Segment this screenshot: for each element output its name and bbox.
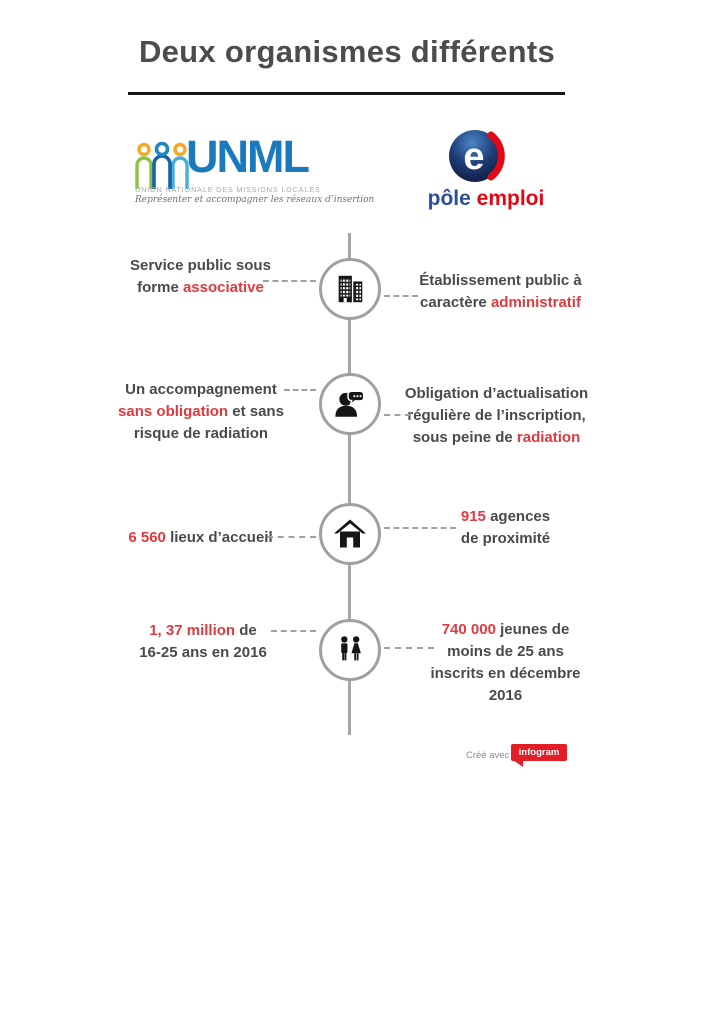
text-segment: sous peine de <box>412 429 517 446</box>
label-line <box>423 619 588 641</box>
connector-dash <box>284 389 316 391</box>
unml-subtitle: UNION NATIONALE DES MISSIONS LOCALES <box>135 185 321 194</box>
svg-text:e: e <box>463 136 485 178</box>
label-line <box>116 401 286 423</box>
text-segment-highlight: associative <box>182 279 264 296</box>
label-line <box>118 527 283 549</box>
text-segment: forme <box>137 279 183 296</box>
text-segment-highlight: 915 <box>460 508 486 525</box>
unml-tagline: Représenter et accompagner les réseaux d’insertion <box>135 195 375 205</box>
text-segment-highlight: 740 000 <box>441 621 496 638</box>
text-segment: emploi <box>476 187 545 210</box>
label-line <box>413 270 588 292</box>
connector-dash <box>267 536 316 538</box>
text-segment: caractère <box>420 294 491 311</box>
credit-text: Créé avec <box>466 750 510 761</box>
unml-point-locations <box>118 527 283 549</box>
pole-emploi-point-youth <box>423 619 588 707</box>
text-segment: Obligation d’actualisation <box>404 385 589 402</box>
label-line <box>423 663 588 685</box>
text-segment: de proximité <box>460 530 551 547</box>
text-segment: 16-25 ans en 2016 <box>139 644 267 661</box>
text-segment-highlight: radiation <box>516 429 581 446</box>
text-segment: inscrits en décembre <box>430 665 581 682</box>
label-line <box>116 423 286 445</box>
text-segment: pôle <box>427 187 471 210</box>
connector-dash <box>271 630 316 632</box>
label-line <box>423 685 588 707</box>
label-line <box>118 255 283 277</box>
text-segment: risque de radiation <box>133 425 269 442</box>
page-title: Deux organismes différents <box>138 34 556 69</box>
house-icon <box>332 516 368 552</box>
label-line <box>116 379 286 401</box>
connector-dash <box>384 295 418 297</box>
text-segment-highlight: 1, 37 million <box>149 622 236 639</box>
unml-logo <box>134 131 375 213</box>
text-segment: Service public sous <box>130 257 271 274</box>
unml-point-accompaniment <box>116 379 286 445</box>
text-segment: moins de 25 ans <box>447 643 564 660</box>
timeline-node-locations <box>319 503 381 565</box>
unml-people-icon <box>134 141 190 189</box>
connector-dash <box>263 280 316 282</box>
pole-emploi-point-establishment <box>413 270 588 314</box>
text-segment-highlight: sans obligation <box>118 403 229 420</box>
unml-acronym: UNML <box>186 131 308 182</box>
label-line <box>123 620 283 642</box>
text-segment-highlight: 6 560 <box>128 529 166 546</box>
timeline-node-accompaniment <box>319 373 381 435</box>
text-segment: Établissement public à <box>419 272 582 289</box>
timeline-node-establishment <box>319 258 381 320</box>
text-segment: et sans <box>228 403 284 420</box>
text-segment: agences <box>485 508 551 525</box>
connector-dash <box>384 527 456 529</box>
label-line <box>428 528 583 550</box>
title-underline <box>128 92 565 95</box>
pole-emploi-point-obligation <box>403 383 590 449</box>
pole-emploi-sphere-icon <box>448 127 508 185</box>
text-segment: lieux d’accueil <box>165 529 273 546</box>
text-segment-highlight: administratif <box>490 294 581 311</box>
label-line <box>413 292 588 314</box>
label-line <box>403 405 590 427</box>
label-line <box>118 277 283 299</box>
counselor-chat-icon <box>333 387 367 421</box>
text-segment: Un accompagnement <box>125 381 277 398</box>
label-line <box>428 506 583 528</box>
text-segment: jeunes de <box>495 621 570 638</box>
connector-dash <box>384 647 434 649</box>
buildings-icon <box>333 272 367 306</box>
connector-dash <box>384 414 411 416</box>
timeline-node-youth <box>319 619 381 681</box>
unml-point-establishment <box>118 255 283 299</box>
text-segment: de <box>235 622 257 639</box>
label-line <box>403 383 590 405</box>
pole-emploi-wordmark <box>420 187 552 211</box>
man-woman-icon <box>333 633 367 667</box>
label-line <box>123 642 283 664</box>
unml-point-youth <box>123 620 283 664</box>
pole-emploi-logo <box>420 127 552 215</box>
label-line <box>403 427 590 449</box>
text-segment: régulière de l’inscription, <box>407 407 586 424</box>
label-line <box>423 641 588 663</box>
infogram-badge[interactable]: infogram <box>511 744 567 761</box>
text-segment: 2016 <box>488 687 523 704</box>
